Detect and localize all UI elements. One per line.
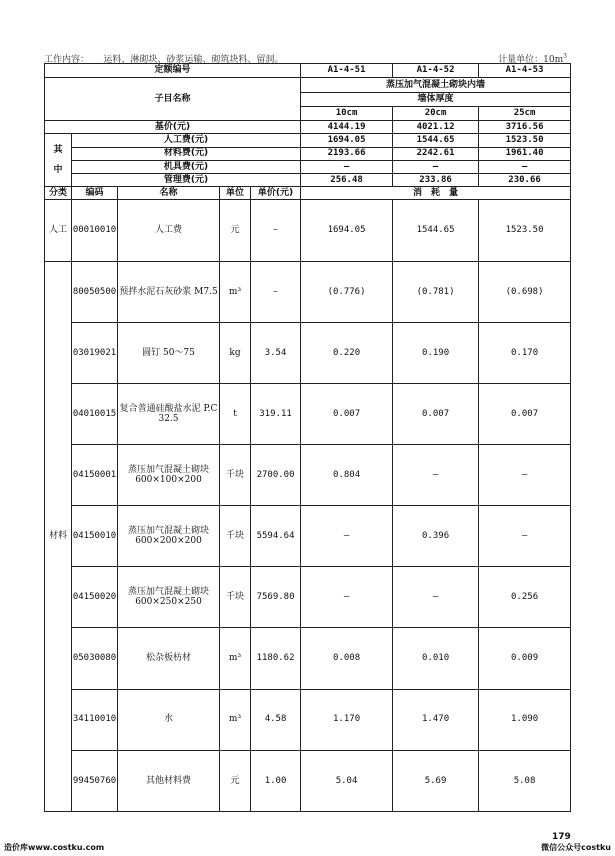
among-label — [45, 134, 72, 187]
cost-value: 1544.65 — [393, 134, 479, 147]
item-unit: 元 — [220, 750, 251, 811]
item-unit: m³ — [220, 261, 251, 322]
management-cost-row — [45, 174, 571, 187]
material-row — [45, 689, 571, 750]
base-price-value: 4144.19 — [301, 121, 393, 134]
consumption-value: 0.008 — [301, 628, 393, 689]
item-unit: 元 — [220, 200, 251, 261]
item-code: 00010010 — [72, 200, 118, 261]
among-char: 其 — [53, 144, 63, 155]
category-labor: 人工 — [45, 200, 72, 261]
thickness-label: 墙体厚度 — [301, 92, 571, 106]
item-name-label: 子目名称 — [45, 78, 301, 121]
measure-unit-superscript: 3 — [563, 53, 567, 60]
item-name: 预拌水泥石灰砂浆 M7.5 — [118, 261, 220, 322]
item-name: 松杂板枋材 — [118, 628, 220, 689]
material-row — [45, 261, 571, 322]
labor-row — [45, 200, 571, 261]
cost-value: – — [301, 160, 393, 173]
measure-unit-label: 计量单位：10m — [498, 55, 564, 65]
item-code: 04150020 — [72, 567, 118, 628]
consumption-value: (0.776) — [301, 261, 393, 322]
quota-code: A1-4-53 — [479, 64, 571, 78]
quota-table — [44, 63, 571, 812]
item-name: 蒸压加气混凝土砌块 600×100×200 — [118, 445, 220, 506]
consumption-value: 0.007 — [479, 383, 571, 444]
item-name: 其他材料费 — [118, 750, 220, 811]
consumption-value: 0.007 — [393, 383, 479, 444]
col-header-code: 编码 — [72, 187, 118, 200]
item-unit: kg — [220, 322, 251, 383]
consumption-value: 0.009 — [479, 628, 571, 689]
category-material: 材料 — [45, 261, 72, 811]
item-unit: 千块 — [220, 567, 251, 628]
consumption-value: 5.08 — [479, 750, 571, 811]
thickness-value: 20cm — [393, 106, 479, 120]
consumption-value: – — [301, 567, 393, 628]
material-row — [45, 567, 571, 628]
consumption-value: (0.781) — [393, 261, 479, 322]
consumption-value: 0.190 — [393, 322, 479, 383]
thickness-value: 10cm — [301, 106, 393, 120]
item-name: 人工费 — [118, 200, 220, 261]
item-name-row — [45, 78, 571, 92]
machine-cost-row — [45, 160, 571, 173]
item-price: 4.58 — [251, 689, 301, 750]
cost-label: 人工费(元) — [72, 134, 301, 147]
among-char: 中 — [53, 165, 63, 176]
col-header-consumption: 消 耗 量 — [301, 187, 571, 200]
item-unit: t — [220, 383, 251, 444]
item-code: 04010015 — [72, 383, 118, 444]
item-unit: 千块 — [220, 445, 251, 506]
consumption-value: 0.170 — [479, 322, 571, 383]
group-title: 蒸压加气混凝土砌块内墙 — [301, 78, 571, 92]
thickness-value: 25cm — [479, 106, 571, 120]
consumption-value: 0.007 — [301, 383, 393, 444]
item-unit: m³ — [220, 689, 251, 750]
cost-value: – — [479, 160, 571, 173]
consumption-value: – — [393, 567, 479, 628]
item-price: 2700.00 — [251, 445, 301, 506]
cost-label: 管理费(元) — [72, 174, 301, 187]
cost-value: 256.48 — [301, 174, 393, 187]
consumption-value: 1694.05 — [301, 200, 393, 261]
item-code: 80050500 — [72, 261, 118, 322]
col-header-category: 分类 — [45, 187, 72, 200]
work-content-label: 工作内容： — [44, 55, 90, 65]
quota-code: A1-4-52 — [393, 64, 479, 78]
material-row — [45, 506, 571, 567]
quota-code: A1-4-51 — [301, 64, 393, 78]
material-row — [45, 628, 571, 689]
consumption-value: 1.470 — [393, 689, 479, 750]
item-price: 5594.64 — [251, 506, 301, 567]
col-header-unit-price: 单价(元) — [251, 187, 301, 200]
item-price: 7569.80 — [251, 567, 301, 628]
base-price-label: 基价(元) — [45, 121, 301, 134]
consumption-value: – — [393, 445, 479, 506]
item-unit: 千块 — [220, 506, 251, 567]
consumption-value: (0.698) — [479, 261, 571, 322]
page-number: 179 — [552, 832, 571, 842]
cost-label: 机具费(元) — [72, 160, 301, 173]
item-price: 1.00 — [251, 750, 301, 811]
item-name: 圆钉 50～75 — [118, 322, 220, 383]
base-price-value: 4021.12 — [393, 121, 479, 134]
footer-wechat: 微信公众号costku — [541, 843, 611, 852]
consumption-value: 0.804 — [301, 445, 393, 506]
item-code: 05030080 — [72, 628, 118, 689]
item-code: 04150001 — [72, 445, 118, 506]
column-header-row — [45, 187, 571, 200]
item-name: 复合普通硅酸盐水泥 P.C 32.5 — [118, 383, 220, 444]
item-name: 蒸压加气混凝土砌块 600×250×250 — [118, 567, 220, 628]
cost-value: 1694.05 — [301, 134, 393, 147]
consumption-value: 5.04 — [301, 750, 393, 811]
cost-value: 2193.66 — [301, 147, 393, 160]
consumption-value: 0.220 — [301, 322, 393, 383]
footer-site: 造价库www.costku.com — [4, 843, 105, 852]
consumption-value: 1523.50 — [479, 200, 571, 261]
material-row — [45, 322, 571, 383]
cost-value: 1523.50 — [479, 134, 571, 147]
consumption-value: 5.69 — [393, 750, 479, 811]
quota-number-label: 定额编号 — [45, 64, 301, 78]
consumption-value: – — [479, 445, 571, 506]
material-row — [45, 445, 571, 506]
item-name: 水 — [118, 689, 220, 750]
consumption-value: 0.010 — [393, 628, 479, 689]
item-code: 03019021 — [72, 322, 118, 383]
cost-value: – — [393, 160, 479, 173]
consumption-value: 1544.65 — [393, 200, 479, 261]
cost-value: 233.86 — [393, 174, 479, 187]
work-content-text: 运料、淋砌块、砂浆运输、砌筑块料、留洞。 — [103, 55, 284, 65]
consumption-value: – — [479, 506, 571, 567]
item-price: 3.54 — [251, 322, 301, 383]
material-cost-row — [45, 147, 571, 160]
item-name: 蒸压加气混凝土砌块 600×200×200 — [118, 506, 220, 567]
item-code: 04150010 — [72, 506, 118, 567]
base-price-value: 3716.56 — [479, 121, 571, 134]
cost-value: 1961.40 — [479, 147, 571, 160]
material-row — [45, 750, 571, 811]
item-unit: m³ — [220, 628, 251, 689]
material-row — [45, 383, 571, 444]
item-price: 319.11 — [251, 383, 301, 444]
consumption-value: 0.396 — [393, 506, 479, 567]
item-code: 34110010 — [72, 689, 118, 750]
consumption-value: – — [301, 506, 393, 567]
item-price: – — [251, 261, 301, 322]
base-price-row — [45, 121, 571, 134]
cost-value: 230.66 — [479, 174, 571, 187]
item-price: – — [251, 200, 301, 261]
quota-number-row — [45, 64, 571, 78]
consumption-value: 0.256 — [479, 567, 571, 628]
item-code: 99450760 — [72, 750, 118, 811]
consumption-value: 1.170 — [301, 689, 393, 750]
col-header-unit: 单位 — [220, 187, 251, 200]
labor-cost-row — [45, 134, 571, 147]
cost-label: 材料费(元) — [72, 147, 301, 160]
item-price: 1180.62 — [251, 628, 301, 689]
consumption-value: 1.090 — [479, 689, 571, 750]
cost-value: 2242.61 — [393, 147, 479, 160]
col-header-name: 名称 — [118, 187, 220, 200]
